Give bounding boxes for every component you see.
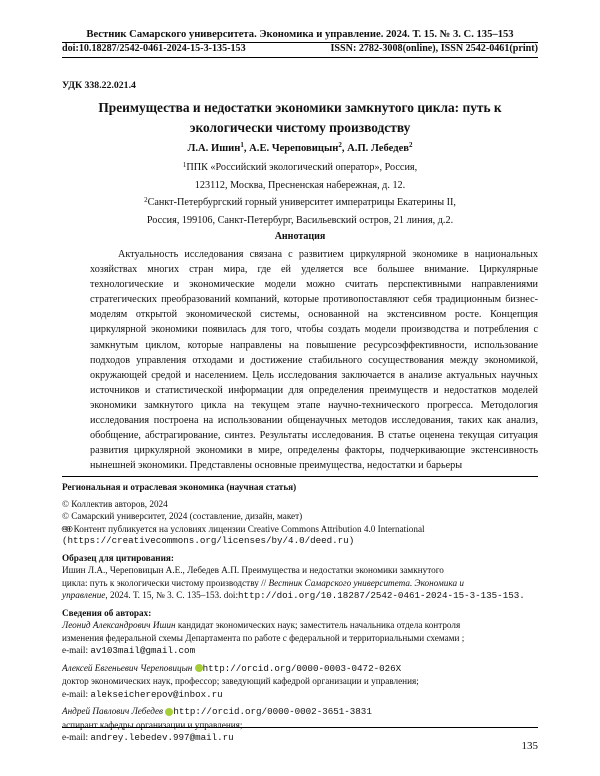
article-title (62, 98, 538, 138)
citation-doi-link[interactable]: http://doi.org/10.18287/2542-0461-2024-15-3-135-153. (238, 590, 525, 601)
citation-journal: Вестник Самарского университета. Экономика и (268, 577, 464, 588)
footer-rule (62, 727, 538, 728)
affiliation-marker: 1 (240, 141, 244, 149)
author-name: Л.А. Ишин (187, 143, 241, 154)
header-rule-bottom (62, 57, 538, 58)
affiliation-marker: 2 (338, 141, 342, 149)
affiliation-text: Санкт-Петербургский горный университет императрицы Екатерины II, (147, 197, 456, 208)
author-name: Леонид Александрович Ишин (62, 620, 176, 630)
email-label: e-mail: (62, 688, 91, 699)
citation-text: Ишин Л.А., Череповицын А.Е., Лебедев А.П. Преимущества и недостатки экономики замкнутого (62, 565, 444, 575)
orcid-link[interactable]: http://orcid.org/0000-0002-3651-3831 (173, 706, 372, 717)
copyright-icon: © (62, 498, 69, 509)
orcid-icon (195, 664, 203, 672)
copyright-publisher: Самарский университет, 2024 (составление, дизайн, макет) (71, 511, 303, 521)
email-label: e-mail: (62, 645, 91, 655)
author-name: Андрей Павлович Лебедев (62, 706, 164, 716)
title-line: Преимущества и недостатки экономики замкнутого цикла: путь к (98, 100, 502, 115)
udk-code: УДК 338.22.021.4 (62, 80, 136, 91)
affiliation-marker: 2 (144, 196, 148, 204)
citation-text: , 2024. Т. 15, № 3. С. 135–153. doi: (105, 590, 239, 600)
page-number: 135 (521, 740, 538, 752)
orcid-link[interactable]: http://orcid.org/0000-0003-0472-026X (202, 662, 402, 674)
affiliation-marker: 2 (409, 141, 413, 149)
abstract-paragraph: Актуальность исследования связана с развитием циркулярной экономике в национальных хозяйствах многих стран мира, где ей уделяется все большее внимание. Циркулярные технологические и экономические модели можно считать перспективными направлениями стратегических преобразований компаний, которые противопоставляют себя традиционным бизнес-моделям открытой экономической системы, основанной на экстенсивном росте. Концепция циркулярной экономики появилась для того, чтобы создать модели производства и потребления с замкнутым циклом, которые направлены на повышение ресурсоэффективности, использование подходов управления отходами и достижение стабильного сосуществования между экономикой, окружающей средой и населением. Цель исследования заключается в анализе актуальных научных источников и статистической информации для определения преимуществ и недостатков моделей экономики замкнутого цикла на текущем этапе научно-технического прогресса. Методология исследования построена на использовании общенаучных методов исследования, таких как анализ, обобщение, абстрагирование, синтез. Результаты исследования. В статье оценена текущая ситуация развития циркулярной экономики в мире, определены факторы, подчеркивающие экстенсивность нынешней экономики. Представлены основные преимущества, недостатки и барьеры (90, 249, 538, 472)
license-link[interactable]: (https://creativecommons.org/licenses/by/4.0/deed.ru) (62, 535, 355, 546)
affiliation-marker: 1 (182, 161, 187, 169)
author-description: изменения федеральной схемы Департамента по работе с федеральной и территориальными схемами ; (62, 632, 465, 643)
citation-text: цикла: путь к экологически чистому производству // (62, 577, 269, 588)
copyright-authors: Коллектив авторов, 2024 (71, 498, 168, 509)
author-name: А.Е. Череповицын (249, 143, 339, 154)
author-email-link[interactable]: alekseicherepov@inbox.ru (90, 688, 223, 700)
section-divider (62, 476, 538, 477)
article-section: Региональная и отраслевая экономика (научная статья) (62, 482, 297, 492)
citation-journal: управление (62, 590, 106, 600)
author-name: А.П. Лебедев (347, 143, 410, 154)
abstract-heading: Аннотация (274, 231, 326, 242)
journal-header: Вестник Самарского университета. Экономика и управление. 2024. Т. 15. № 3. С. 135–153 (86, 29, 514, 40)
author-email-link[interactable]: andrey.lebedev.997@mail.ru (90, 732, 234, 743)
author-description: аспирант кафедры организации и управления; (62, 719, 243, 730)
about-authors-heading: Сведения об авторах: (62, 607, 152, 618)
title-line: экологически чистому производству (189, 120, 411, 135)
affiliation-text: Россия, 199106, Санкт-Петербург, Васильевский остров, 21 линия, д.2. (146, 214, 454, 226)
doi-header[interactable]: doi:10.18287/2542-0461-2024-15-3-135-153 (62, 43, 246, 54)
affiliation-text: ППК «Российский экологический оператор», Россия, (186, 162, 418, 173)
issn-header: ISSN: 2782-3008(online), ISSN 2542-0461(print) (330, 43, 538, 54)
email-label: e-mail: (62, 732, 91, 742)
article-metadata (62, 481, 538, 745)
author-description: кандидат экономических наук; заместитель начальника отдела контроля (175, 620, 461, 630)
license-text: Контент публикуется на условиях лицензии Creative Commons Attribution 4.0 International (73, 523, 425, 534)
affiliations (62, 159, 538, 229)
abstract-body (90, 247, 538, 473)
cc-by-icon: 🅭🅯 (62, 523, 72, 534)
citation-heading: Образец для цитирования: (62, 552, 174, 563)
copyright-icon: © (62, 511, 69, 521)
author-name: Алексей Евгеньевич Череповицын (62, 662, 193, 673)
header-ids (62, 43, 538, 54)
author-description: доктор экономических наук, профессор; заведующий кафедрой организации и управления; (62, 676, 419, 686)
author-email-link[interactable]: av103mail@gmail.com (90, 645, 196, 656)
affiliation-text: 123112, Москва, Пресненская набережная, д. 12. (194, 179, 406, 191)
author-list: Л.А. Ишин$^1$, А.Е. Череповицын$^2$, А.П. Лебедев$^2$ (187, 141, 413, 154)
